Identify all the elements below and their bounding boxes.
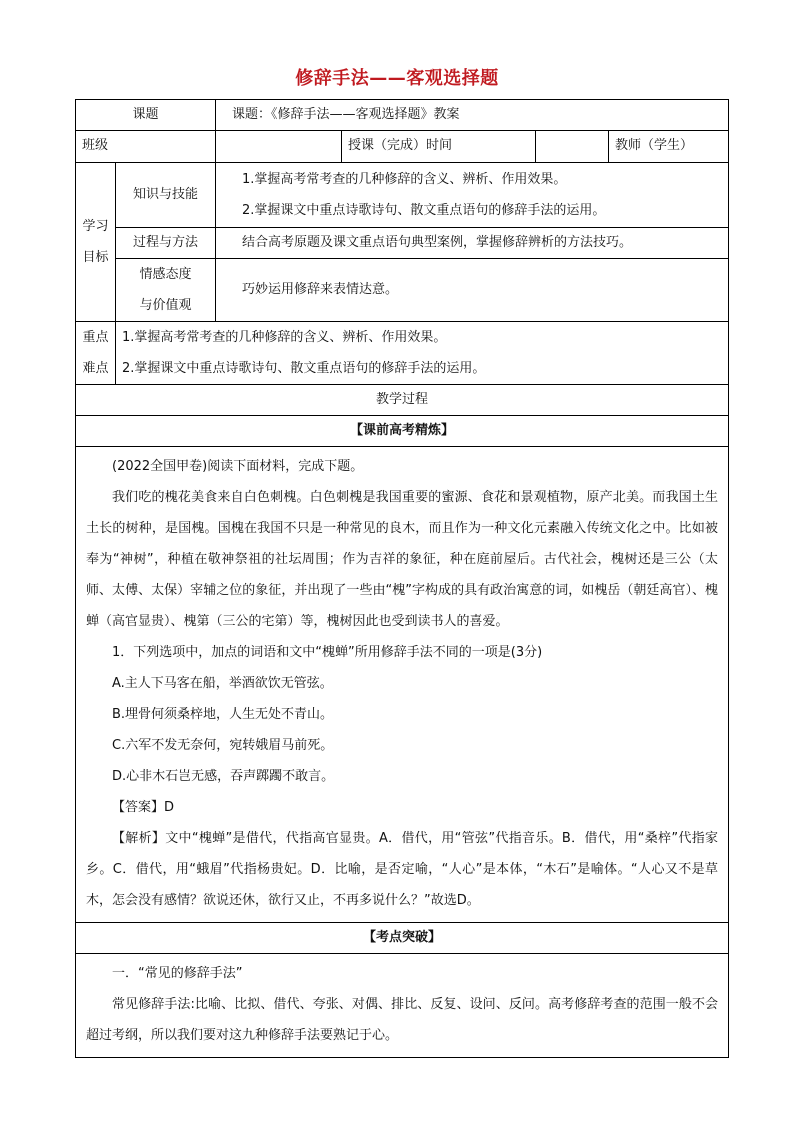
- breakthrough-content: [76, 954, 729, 1058]
- breakthrough-header: 【考点突破】: [76, 923, 729, 954]
- goals-label-line-2: 目标: [82, 250, 109, 265]
- answer: 【答案】D: [112, 800, 175, 815]
- lesson-plan-table: [75, 99, 729, 1058]
- option-c: C.六军不发无奈何，宛转娥眉马前死。: [112, 738, 334, 753]
- goals-label: [76, 163, 116, 322]
- knowledge-row: [76, 163, 729, 228]
- analysis: 【解析】文中“槐蝉”是借代，代指高官显贵。A．借代，用“管弦”代指音乐。B．借代，用“桑梓”代指家乡。C．借代，用“蛾眉”代指杨贵妃。D．比喻，是否定喻，“人心”是本体，“木石”是喻体。“人心又不是草木，怎会没有感情？欲说还休，欲行又止，不再多说什么？”故选D。: [86, 831, 719, 908]
- topic-value: 课题：《修辞手法——客观选择题》教案: [216, 100, 729, 131]
- emotion-value: 巧妙运用修辞来表情达意。: [216, 259, 729, 322]
- knowledge-value: [216, 163, 729, 228]
- goals-label-line-1: 学习: [82, 219, 109, 234]
- pre-exam-content: [76, 447, 729, 923]
- question-stem: 1．下列选项中，加点的词语和文中“槐蝉”所用修辞手法不同的一项是(3分): [112, 645, 543, 660]
- teacher-label: 教师（学生）: [609, 131, 729, 163]
- key-points-value: [116, 322, 729, 385]
- emotion-label-line-2: 与价值观: [139, 298, 192, 313]
- class-value: [216, 131, 342, 163]
- reading-passage: 我们吃的槐花美食来自白色刺槐。白色刺槐是我国重要的蜜源、食花和景观植物，原产北美。而我国土生土长的树种，是国槐。国槐在我国不只是一种常见的良木，而且作为一种文化元素融入传统文化之中。比如被奉为“神树”，种植在敬神祭祖的社坛周围；作为吉祥的象征，种在庭前屋后。古代社会，槐树还是三公（太师、太傅、太保）宰辅之位的象征，并出现了一些由“槐”字构成的具有政治寓意的词，如槐岳（朝廷高官）、槐蝉（高官显贵）、槐第（三公的宅第）等，槐树因此也受到读书人的喜爱。: [86, 490, 719, 629]
- section-1-title: 一．“常见的修辞手法”: [112, 966, 243, 981]
- breakthrough-content-row: [76, 954, 729, 1058]
- key-point-2: 2.掌握课文中重点诗歌诗句、散文重点语句的修辞手法的运用。: [122, 361, 486, 376]
- process-header-row: [76, 385, 729, 416]
- key-label-line-2: 难点: [82, 361, 109, 376]
- pre-exam-content-row: [76, 447, 729, 923]
- emotion-row: [76, 259, 729, 322]
- process-label: 过程与方法: [116, 228, 216, 259]
- key-points-row: [76, 322, 729, 385]
- class-row: [76, 131, 729, 163]
- time-label: 授课（完成）时间: [342, 131, 536, 163]
- emotion-label-line-1: 情感态度: [139, 267, 192, 282]
- exam-source: (2022全国甲卷)阅读下面材料，完成下题。: [112, 459, 364, 474]
- topic-row: [76, 100, 729, 131]
- process-row: [76, 228, 729, 259]
- document-title: 修辞手法——客观选择题: [295, 68, 499, 89]
- pre-exam-header: 【课前高考精炼】: [76, 416, 729, 447]
- option-a: A.主人下马客在船，举酒欲饮无管弦。: [112, 676, 333, 691]
- pre-exam-header-row: [76, 416, 729, 447]
- process-value: 结合高考原题及课文重点语句典型案例，掌握修辞辨析的方法技巧。: [216, 228, 729, 259]
- breakthrough-header-row: [76, 923, 729, 954]
- key-label-line-1: 重点: [82, 330, 109, 345]
- class-label: 班级: [76, 131, 216, 163]
- key-point-1: 1.掌握高考常考查的几种修辞的含义、辨析、作用效果。: [122, 330, 447, 345]
- option-b: B.埋骨何须桑梓地，人生无处不青山。: [112, 707, 334, 722]
- key-points-label: [76, 322, 116, 385]
- knowledge-item-1: 1.掌握高考常考查的几种修辞的含义、辨析、作用效果。: [242, 172, 567, 187]
- emotion-label: [116, 259, 216, 322]
- time-value: [536, 131, 609, 163]
- option-d: D.心非木石岂无感，吞声踯躅不敢言。: [112, 769, 335, 784]
- knowledge-item-2: 2.掌握课文中重点诗歌诗句、散文重点语句的修辞手法的运用。: [242, 203, 606, 218]
- teaching-process-header: 教学过程: [76, 385, 729, 416]
- knowledge-label: 知识与技能: [116, 163, 216, 228]
- topic-label: 课题: [76, 100, 216, 131]
- section-1-text: 常见修辞手法:比喻、比拟、借代、夸张、对偶、排比、反复、设问、反问。高考修辞考查的范围一般不会超过考纲，所以我们要对这九种修辞手法要熟记于心。: [86, 997, 719, 1043]
